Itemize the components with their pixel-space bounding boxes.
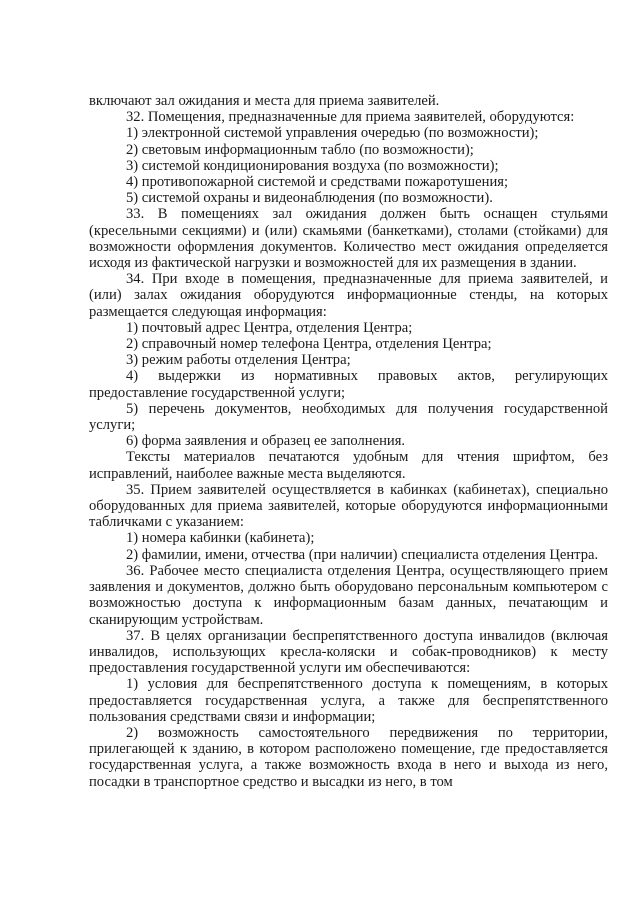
document-body bbox=[89, 93, 608, 790]
list-item: 1) почтовый адрес Центра, отделения Центра; bbox=[126, 319, 413, 336]
list-item: 4) выдержки из нормативных правовых актов, регулирующих предоставление государственной услуги; bbox=[89, 368, 608, 401]
paragraph-35: 35. Прием заявителей осуществляется в кабинках (кабинетах), специально оборудованных для приема заявителей, которые оборудуются информационными табличками с указанием: bbox=[89, 481, 608, 531]
paragraph-37: 37. В целях организации беспрепятственного доступа инвалидов (включая инвалидов, использующих кресла-коляски и собак-проводников) к месту предоставления государственной услуги им обеспечиваются: bbox=[89, 627, 608, 677]
list-item: 5) перечень документов, необходимых для получения государственной услуги; bbox=[89, 400, 608, 434]
list-item: 1) электронной системой управления очередью (по возможности); bbox=[126, 125, 539, 142]
paragraph-36: 36. Рабочее место специалиста отделения Центра, осуществляющего прием заявления и документов, должно быть оборудовано персональным компьютером с возможностью доступа к информационным базам данных, печатающим и сканирующим устройствам. bbox=[89, 562, 608, 628]
list-item: 3) режим работы отделения Центра; bbox=[126, 352, 351, 369]
list-item: 3) системой кондиционирования воздуха (по возможности); bbox=[126, 157, 499, 174]
list-item: 1) условия для беспрепятственного доступа к помещениям, в которых предоставляется государственная услуга, а также для беспрепятственного пользования средствами связи и информации; bbox=[89, 676, 608, 725]
list-item: 2) справочный номер телефона Центра, отделения Центра; bbox=[126, 336, 492, 353]
paragraph: включают зал ожидания и места для приема заявителей. bbox=[89, 93, 440, 109]
list-item: 4) противопожарной системой и средствами пожаротушения; bbox=[126, 174, 509, 191]
paragraph-33: 33. В помещениях зал ожидания должен быть оснащен стульями (кресельными секциями) и (или) скамьями (банкетками), столами (стойками) для возможности оформления документов. Количество мест ожидания определяется исходя из фактической нагрузки и возможностей для их размещения в здании. bbox=[89, 206, 608, 272]
list-item: 2) световым информационным табло (по возможности); bbox=[126, 141, 474, 158]
list-item: 1) номера кабинки (кабинета); bbox=[126, 530, 315, 547]
list-item: 2) возможность самостоятельного передвижения по территории, прилегающей к зданию, в котором расположено помещение, где предоставляется государственная услуга, а также возможность входа в него и выхода из него, посадки в транспортное средство и высадки из него, в том bbox=[89, 724, 608, 790]
list-item: 5) системой охраны и видеонаблюдения (по возможности). bbox=[126, 190, 493, 207]
paragraph-32: 32. Помещения, предназначенные для приема заявителей, оборудуются: bbox=[126, 109, 575, 126]
paragraph-34: 34. При входе в помещения, предназначенные для приема заявителей, и (или) залах ожидания оборудуются информационные стенды, на которых размещается следующая информация: bbox=[89, 271, 608, 320]
paragraph: Тексты материалов печатаются удобным для чтения шрифтом, без исправлений, наиболее важные места выделяются. bbox=[89, 449, 608, 482]
list-item: 6) форма заявления и образец ее заполнения. bbox=[126, 433, 406, 450]
list-item: 2) фамилии, имени, отчества (при наличии) специалиста отделения Центра. bbox=[126, 546, 599, 563]
